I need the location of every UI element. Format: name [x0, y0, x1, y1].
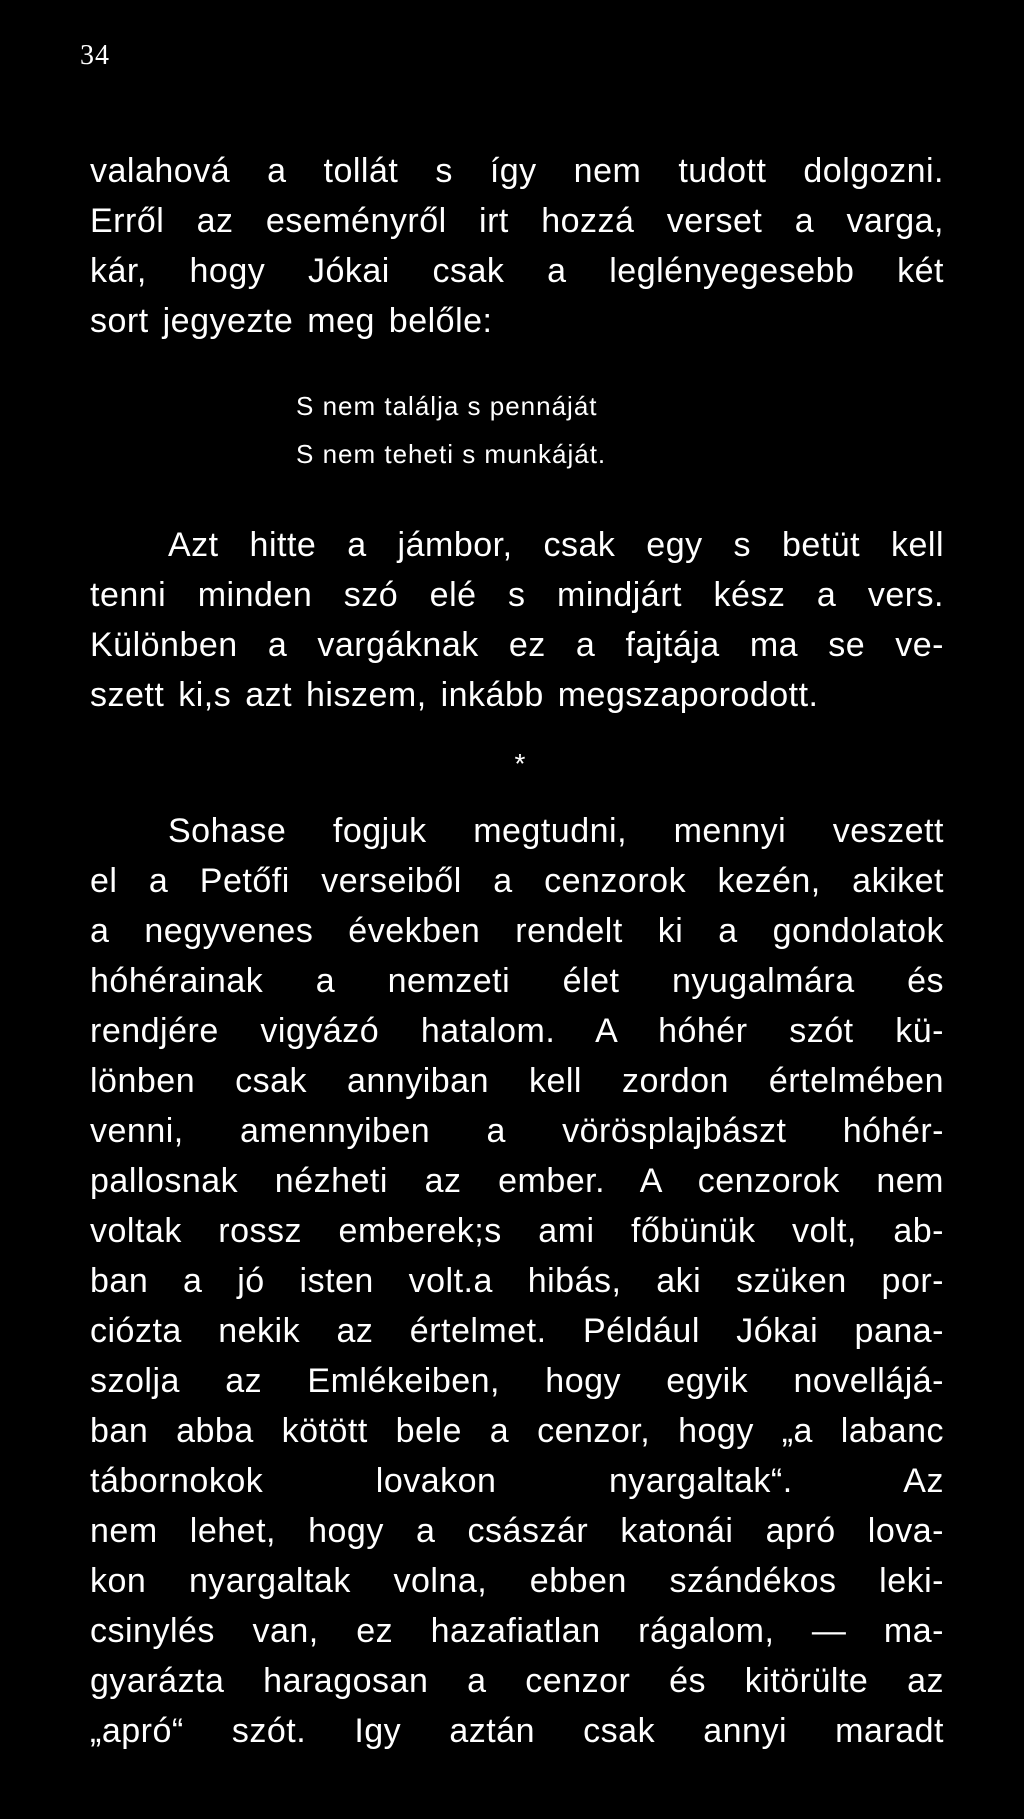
text-line: hóhérainak a nemzeti élet nyugalmára és: [90, 962, 944, 1000]
verse-quote: [296, 382, 816, 478]
text-line: Azt hitte a jámbor, csak egy s betüt kell: [168, 526, 944, 564]
verse-line: S nem teheti s munkáját.: [296, 439, 607, 469]
text-line: szett ki,s azt hiszem, inkább megszaporodott.: [90, 676, 819, 714]
text-line: gyarázta haragosan a cenzor és kitörülte az: [90, 1662, 944, 1700]
text-line: a negyvenes években rendelt ki a gondolatok: [90, 912, 944, 950]
text-line: nem lehet, hogy a császár katonái apró lova-: [90, 1512, 944, 1550]
text-line: valahová a tollát s így nem tudott dolgozni.: [90, 152, 944, 190]
page-number: 34: [80, 40, 110, 71]
text-line: tábornokok lovakon nyargaltak“. Az: [90, 1462, 944, 1500]
text-line: tenni minden szó elé s mindjárt kész a vers.: [90, 576, 944, 614]
text-line: Erről az eseményről irt hozzá verset a varga,: [90, 202, 944, 240]
section-separator: *: [514, 748, 526, 779]
text-line: lönben csak annyiban kell zordon értelmében: [90, 1062, 944, 1100]
text-line: kon nyargaltak volna, ebben szándékos leki-: [90, 1562, 944, 1600]
paragraph-2: [90, 520, 944, 720]
text-line: pallosnak nézheti az ember. A cenzorok nem: [90, 1162, 944, 1200]
paragraph-1: [90, 146, 944, 346]
text-line: venni, amennyiben a vörösplajbászt hóhér-: [90, 1112, 944, 1150]
text-line: sort jegyezte meg belőle:: [90, 302, 493, 340]
paragraph-3: [90, 806, 944, 1756]
text-line: kár, hogy Jókai csak a leglényegesebb két: [90, 252, 944, 290]
text-line: Különben a vargáknak ez a fajtája ma se ve-: [90, 626, 944, 664]
text-line: ban a jó isten volt.a hibás, aki szüken por-: [90, 1262, 944, 1300]
text-line: csinylés van, ez hazafiatlan rágalom, — ma-: [90, 1612, 944, 1650]
text-line: „apró“ szót. Igy aztán csak annyi maradt: [90, 1712, 944, 1750]
text-line: rendjére vigyázó hatalom. A hóhér szót kü-: [90, 1012, 944, 1050]
text-line: Sohase fogjuk megtudni, mennyi veszett: [168, 812, 944, 850]
verse-line: S nem találja s pennáját: [296, 391, 598, 421]
text-line: el a Petőfi verseiből a cenzorok kezén, akiket: [90, 862, 944, 900]
text-line: szolja az Emlékeiben, hogy egyik novellájá-: [90, 1362, 944, 1400]
text-line: voltak rossz emberek;s ami főbünük volt, ab-: [90, 1212, 944, 1250]
text-line: ciózta nekik az értelmet. Például Jókai pana-: [90, 1312, 944, 1350]
text-line: ban abba kötött bele a cenzor, hogy „a labanc: [90, 1412, 944, 1450]
